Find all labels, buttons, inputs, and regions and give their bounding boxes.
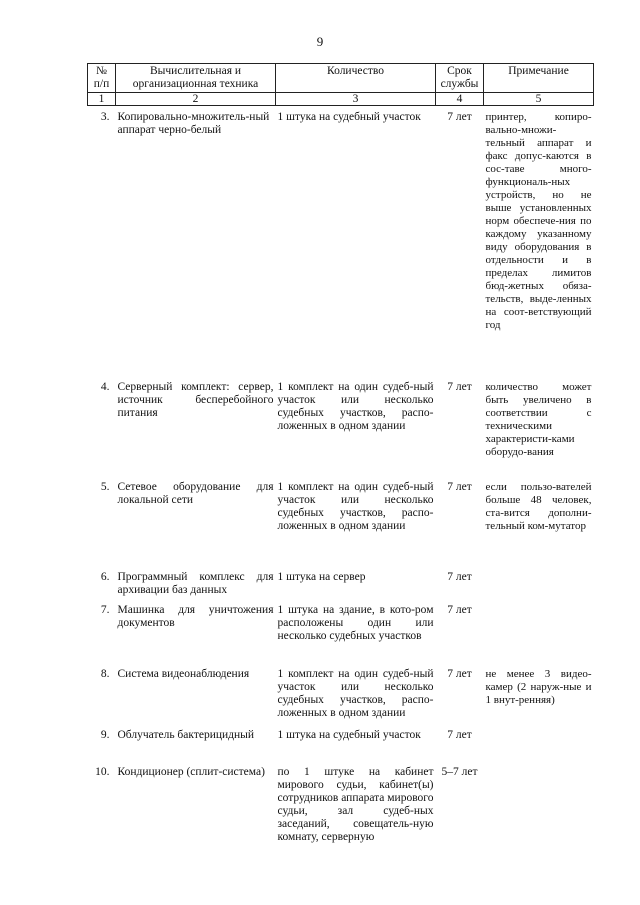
note: количество может быть увеличено в соответствии с техническими характеристи-ками оборудо-вания	[485, 381, 592, 458]
row-number: 5.	[100, 481, 110, 493]
equipment-name: Сетевое оборудование для локальной сети	[117, 481, 274, 506]
column-number: 4	[436, 93, 484, 106]
equipment-name: Серверный комплект: сервер, источник бесперебойного питания	[117, 381, 274, 419]
row-number: 9.	[100, 729, 110, 741]
service-life: 7 лет	[447, 381, 472, 393]
note	[484, 766, 594, 846]
equipment-name: Система видеонаблюдения	[117, 668, 250, 680]
service-life: 7 лет	[447, 668, 472, 680]
header-row	[88, 64, 594, 93]
table-row	[88, 106, 594, 382]
table-row	[88, 604, 594, 668]
equipment-name: Программный комплекс для архивации баз данных	[117, 571, 274, 596]
note: не менее 3 видео-камер (2 наруж-ные и 1 внут-ренняя)	[485, 668, 592, 706]
table-row	[88, 481, 594, 571]
table-row	[88, 766, 594, 846]
table-row	[88, 381, 594, 481]
note	[484, 729, 594, 766]
service-life: 7 лет	[447, 729, 472, 741]
note	[484, 571, 594, 604]
equipment-name: Копировально-множитель-ный аппарат черно-белый	[117, 111, 270, 136]
equipment-name: Кондиционер (сплит-система)	[117, 766, 265, 778]
service-life: 5–7 лет	[441, 766, 478, 778]
row-number: 7.	[100, 604, 110, 616]
service-life: 7 лет	[447, 604, 472, 616]
quantity: 1 штука на судебный участок	[277, 111, 421, 123]
row-number: 8.	[100, 668, 110, 680]
page-number: 9	[316, 34, 324, 49]
quantity: 1 комплект на один судеб-ный участок или несколько судебных участков, распо-ложенных в одном здании	[277, 668, 434, 719]
row-number: 6.	[100, 571, 110, 583]
service-life: 7 лет	[447, 111, 472, 123]
row-number: 4.	[100, 381, 110, 393]
header-note: Примечание	[484, 64, 594, 93]
note: принтер, копиро-вально-множи-тельный аппарат и факс допус-каются в сос-таве много-функциональ-ных устройств, но не выше установленных норм обеспече-ния по каждому указанному виду оборудования в отдельности и в пределах лимитов бюд-жетных обяза-тельств, выде-ленных на соот-ветствующий год	[485, 111, 592, 331]
column-number: 1	[88, 93, 116, 106]
quantity: 1 штука на сервер	[277, 571, 366, 583]
table-row	[88, 729, 594, 766]
table-row	[88, 571, 594, 604]
column-number: 5	[484, 93, 594, 106]
equipment-name: Облучатель бактерицидный	[117, 729, 255, 741]
quantity: 1 комплект на один судеб-ный участок или несколько судебных участков, распо-ложенных в одном здании	[277, 381, 434, 432]
quantity: 1 комплект на один судеб-ный участок или несколько судебных участков, распо-ложенных в одном здании	[277, 481, 434, 532]
column-number-row	[88, 93, 594, 106]
service-life: 7 лет	[447, 481, 472, 493]
row-number: 10.	[95, 766, 110, 778]
equipment-table	[87, 63, 594, 846]
quantity: 1 штука на здание, в кото-ром расположены один или несколько судебных участков	[277, 604, 434, 642]
note: если пользо-вателей больше 48 человек, ста-вится дополни-тельный ком-мутатор	[485, 481, 592, 532]
note	[484, 604, 594, 668]
header-equipment: Вычислительная и организационная техника	[116, 64, 276, 93]
row-number: 3.	[100, 111, 110, 123]
column-number: 2	[116, 93, 276, 106]
quantity: по 1 штуке на кабинет мирового судьи, кабинет(ы) сотрудников аппарата мирового судьи, зал судеб-ных заседаний, совещатель-ную комнату, серверную	[277, 766, 434, 843]
column-number: 3	[276, 93, 436, 106]
service-life: 7 лет	[447, 571, 472, 583]
header-service-life: Срок службы	[436, 64, 484, 93]
header-quantity: Количество	[276, 64, 436, 93]
table-row	[88, 668, 594, 729]
equipment-name: Машинка для уничтожения документов	[117, 604, 274, 629]
quantity: 1 штука на судебный участок	[277, 729, 421, 741]
header-number: № п/п	[88, 64, 116, 93]
